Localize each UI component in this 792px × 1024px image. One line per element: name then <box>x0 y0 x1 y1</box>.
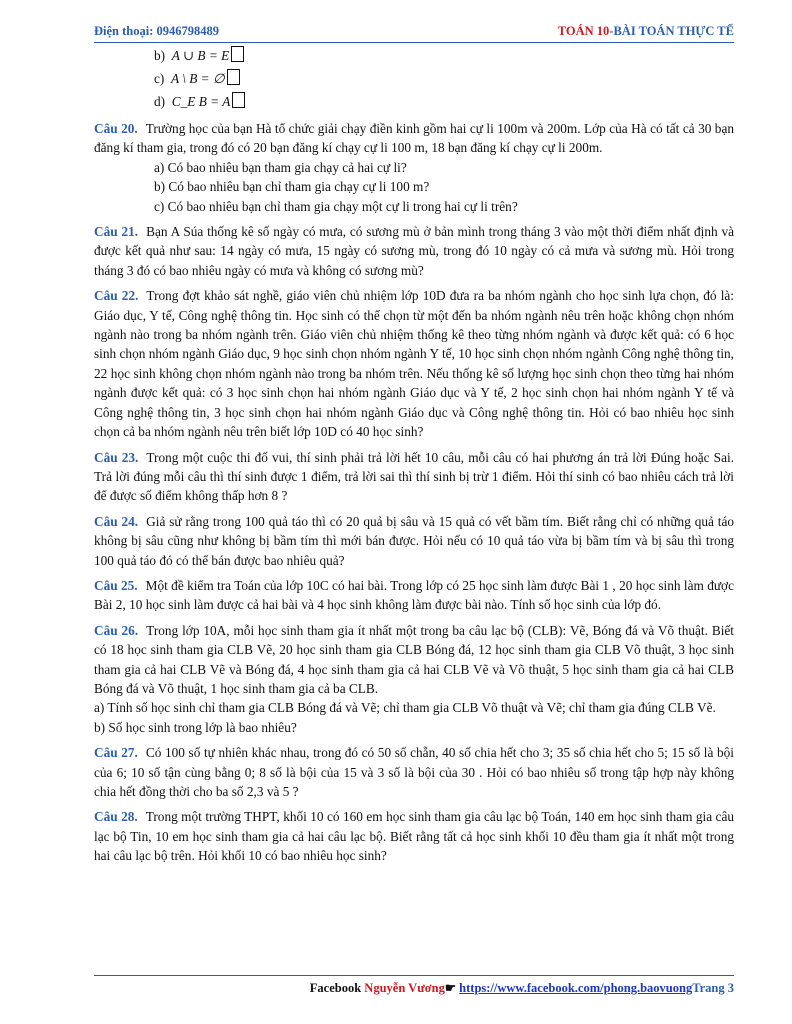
question <box>94 222 734 280</box>
answer-box[interactable] <box>231 46 244 62</box>
pointer-icon: ☛ <box>444 981 457 995</box>
question-number: Câu 20. <box>94 121 138 136</box>
question <box>94 286 734 441</box>
footer-author: Nguyễn Vương <box>364 981 445 995</box>
question <box>94 576 734 615</box>
question-text: Trong lớp 10A, mỗi học sinh tham gia ít nhất một trong ba câu lạc bộ (CLB): Vẽ, Bóng đá và Võ thuật. Biết có 18 học sinh tham gia CLB Vẽ, 20 học sinh tham gia CLB Bóng đá, 12 học sinh tham gia CLB Võ thuật, 3 học sinh tham gia cả hai CLB Vẽ và Bóng đá, 4 học sinh tham gia cả hai CLB Vẽ và Võ thuật, 5 học sinh tham gia cả hai CLB Bóng đá và Võ thuật, 1 học sinh tham gia cả ba CLB. <box>94 622 735 696</box>
sub-question: a) Tính số học sinh chỉ tham gia CLB Bóng đá và Vẽ; chỉ tham gia CLB Võ thuật và Vẽ; chỉ tham gia đúng CLB Vẽ. <box>94 700 716 716</box>
question-list <box>94 119 734 866</box>
question-number: Câu 26. <box>94 622 139 638</box>
question <box>94 448 734 506</box>
question-text: Giả sử rằng trong 100 quả táo thì có 20 quả bị sâu và 15 quả có vết bầm tím. Biết rằng chỉ có những quả táo không bị sâu cũng như không bị bầm tím thì mới bán được. Hỏi nếu có 10 quả táo vừa bị bầm tím và bị sâu thì trong 100 quả táo đó có thể bán được bao nhiêu quả? <box>94 513 735 568</box>
document-body <box>94 44 734 866</box>
option-d: d) C_E B = A <box>94 90 734 113</box>
question-number: Câu 28. <box>94 809 138 825</box>
question <box>94 621 734 737</box>
question-text: Trong một trường THPT, khối 10 có 160 em học sinh tham gia câu lạc bộ Toán, 140 em học sinh tham gia câu lạc bộ Tin, 10 em học sinh tham gia cả hai câu lạc bộ. Biết rằng tất cả học sinh khối 10 đều tham gia ít nhất một trong hai câu lạc bộ trên. Hỏi khối 10 có bao nhiêu học sinh? <box>94 809 735 864</box>
question-number: Câu 23. <box>94 449 139 465</box>
question-text: Trong đợt khảo sát nghề, giáo viên chủ nhiệm lớp 10D đưa ra ba nhóm ngành cho học sinh lựa chọn, đó là: Giáo dục, Y tế, Công nghệ thông tin. Học sinh có thể chọn từ một đến ba nhóm ngành nêu trên hoặc không chọn nhóm ngành nào trong ba nhóm ngành trên. Giáo viên chủ nhiệm thống kê theo từng nhóm ngành và được kết quả: có 6 học sinh chọn nhóm ngành Giáo dục, 9 học sinh chọn nhóm ngành Y tế, 10 học sinh chọn nhóm ngành Công nghệ thông tin, 22 học sinh không chọn nhóm ngành nào trong ba nhóm trên. Nếu thống kê số lượng học sinh chọn theo từng hai nhóm ngành được kết quả: có 3 học sinh chọn hai nhóm ngành Giáo dục và Y tế, 2 học sinh chọn hai nhóm ngành Y tế và Công nghệ thông tin, 3 học sinh chọn hai nhóm ngành Giáo dục và Công nghệ thông tin. Hỏi có bao nhiêu học sinh chọn cả ba nhóm ngành nêu trên biết lớp 10D có 40 học sinh? <box>94 288 734 440</box>
page-footer <box>94 975 734 996</box>
header-topic: -BÀI TOÁN THỰC TẾ <box>609 24 734 38</box>
answer-box[interactable] <box>227 69 240 85</box>
option-b-math: A ∪ B = E <box>171 48 230 63</box>
question-number: Câu 21. <box>94 224 139 240</box>
sub-question: b) Có bao nhiêu bạn chỉ tham gia chạy cự li 100 m? <box>154 179 430 195</box>
question-number: Câu 27. <box>94 745 138 761</box>
question <box>94 512 734 570</box>
answer-box[interactable] <box>232 92 245 108</box>
question-text: Một đề kiểm tra Toán của lớp 10C có hai bài. Trong lớp có 25 học sinh làm được Bài 1 , 20 học sinh làm được Bài 2, 10 học sinh làm được cả hai bài và 4 học sinh không làm được bài nào. Tính số học sinh của lớp đó. <box>94 577 734 613</box>
question-text: Trong một cuộc thi đố vui, thí sinh phải trả lời hết 10 câu, mỗi câu có hai phương án trả lời Đúng hoặc Sai. Trả lời đúng mỗi câu thì thí sinh được 1 điểm, trả lời sai thì thí sinh bị trừ 1 điểm. Hỏi thí sinh có bao nhiêu cách trả lời để được số điểm không thấp hơn 8 ? <box>94 449 734 504</box>
option-b: b) A ∪ B = E <box>94 44 734 67</box>
page-header <box>94 22 734 43</box>
page-number: Trang 3 <box>692 981 734 995</box>
sub-question: a) Có bao nhiêu bạn tham gia chạy cả hai cự li? <box>154 159 407 175</box>
question <box>94 119 734 216</box>
question <box>94 743 734 801</box>
footer-facebook: Facebook <box>309 981 362 995</box>
header-title <box>558 24 734 39</box>
question-number: Câu 22. <box>94 288 139 304</box>
question-text: Trường học của bạn Hà tổ chức giải chạy điền kinh gồm hai cự li 100m và 200m. Lớp của Hà có tất cả 30 bạn đăng kí tham gia, trong đó có 20 bạn đăng kí chạy cự li 100 m, 18 bạn đăng kí chạy cự li 200m. <box>94 121 734 156</box>
question-number: Câu 24. <box>94 513 139 529</box>
footer-link[interactable]: https://www.facebook.com/phong.baovuong <box>459 981 693 995</box>
sub-question: b) Số học sinh trong lớp là bao nhiêu? <box>94 719 297 735</box>
question-text: Có 100 số tự nhiên khác nhau, trong đó có 50 số chẵn, 40 số chia hết cho 3; 35 số chia hết cho 5; 15 số là bội của 6; 10 số tận cùng bằng 0; 8 số là bội của 15 và 3 số là bội của 30 . Hỏi có bao nhiêu số trong tập hợp này không chia hết đồng thời cho ba số 2,3 và 5 ? <box>94 745 734 799</box>
option-c-math: A \ B = ∅ <box>171 71 225 86</box>
question-text: Bạn A Súa thống kê số ngày có mưa, có sương mù ở bản mình trong tháng 3 vào một thời điểm nhất định và được kết quả như sau: 14 ngày có mưa, 15 ngày có sương mù, trong đó 10 ngày có cả mưa và sương mù. Hỏi trong tháng 3 đó có bao nhiêu ngày có mưa và không có sương mù? <box>94 224 735 278</box>
option-c: c) A \ B = ∅ <box>94 67 734 90</box>
question <box>94 807 734 865</box>
option-d-math: C_E B = A <box>171 94 231 109</box>
question-number: Câu 25. <box>94 577 138 593</box>
phone-number: Điện thoại: 0946798489 <box>94 24 219 38</box>
header-subject: TOÁN 10 <box>557 24 610 38</box>
sub-question: c) Có bao nhiêu bạn chỉ tham gia chạy một cự li trong hai cự li trên? <box>154 198 518 214</box>
